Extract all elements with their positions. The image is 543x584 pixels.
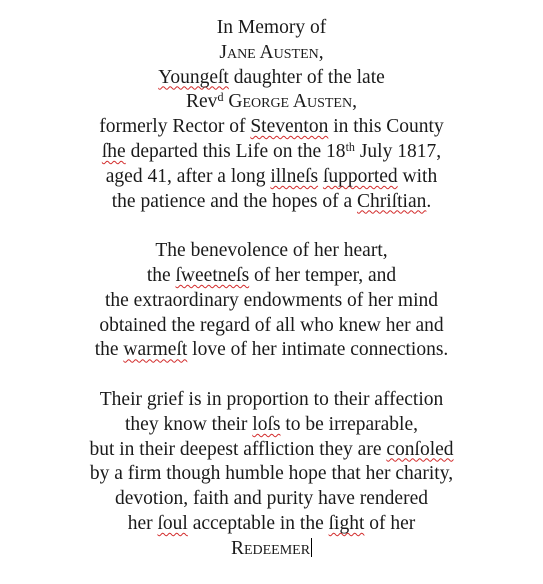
line-text: they know their: [125, 413, 253, 435]
misspelled-word: ſhe: [101, 140, 126, 162]
misspelled-word: Chriſtian: [357, 190, 427, 212]
misspelled-word: loſs: [252, 413, 281, 435]
misspelled-word: Youngeſt: [158, 66, 229, 88]
inscription-line: [0, 90, 543, 115]
inscription-line[interactable]: [0, 537, 543, 562]
line-text: aged 41, after a long: [105, 165, 271, 187]
inscription-line: [0, 413, 543, 438]
line-text: devotion, faith and purity have rendered: [115, 488, 428, 510]
line-text: .: [426, 190, 432, 212]
line-text: In Memory of: [216, 17, 327, 38]
line-text: of her temper, and: [249, 264, 397, 286]
line-text: the patience and the hopes of a: [111, 190, 358, 212]
misspelled-word: Steventon: [250, 116, 329, 138]
misspelled-word: ſweetneſs: [175, 264, 250, 286]
line-text: July 1817,: [354, 140, 442, 162]
inscription-line: [0, 190, 543, 215]
line-text: Their grief is in proportion to their affection: [99, 388, 444, 410]
line-text: acceptable in the: [187, 512, 329, 534]
line-text: of her: [364, 512, 416, 534]
inscription-line: [0, 239, 543, 264]
inscription-line: [0, 41, 543, 66]
inscription-line: [0, 264, 543, 289]
inscription-line: [0, 438, 543, 463]
superscript: d: [217, 90, 224, 105]
line-text: but in their deepest affliction they are: [89, 438, 387, 460]
line-text: departed this Life on the 18: [125, 140, 346, 162]
inscription-line: [0, 314, 543, 339]
line-text: the: [146, 264, 176, 286]
misspelled-word: warmeſt: [123, 339, 188, 361]
inscription-line: [0, 16, 543, 41]
memorial-inscription: [0, 16, 543, 562]
line-text: her: [127, 512, 158, 534]
misspelled-word: ſupported: [322, 165, 398, 187]
misspelled-word: ſight: [328, 512, 365, 534]
inscription-line: [0, 289, 543, 314]
text-cursor: [311, 538, 312, 557]
line-text: in this County: [328, 116, 444, 138]
line-text: with: [397, 165, 438, 187]
inscription-line: [0, 140, 543, 165]
name-jane-austen: Jane Austen,: [219, 41, 324, 63]
inscription-line: [0, 512, 543, 537]
line-text: formerly Rector of: [99, 116, 251, 138]
inscription-line: [0, 66, 543, 91]
line-text: the extraordinary endowments of her mind: [104, 289, 439, 311]
inscription-line: [0, 462, 543, 487]
inscription-line: [0, 487, 543, 512]
line-text: Rev: [186, 91, 218, 113]
stanza-gap: [0, 214, 543, 239]
misspelled-word: illneſs: [270, 165, 319, 187]
line-text: to be irreparable,: [280, 413, 418, 435]
superscript: th: [345, 139, 355, 154]
inscription-line: [0, 338, 543, 363]
line-text: by a firm though humble hope that her charity,: [89, 463, 454, 485]
name-george-austen: George Austen,: [223, 91, 357, 113]
redeemer-word: Redeemer: [230, 537, 311, 559]
inscription-line: [0, 115, 543, 140]
inscription-line: [0, 388, 543, 413]
inscription-line: [0, 165, 543, 190]
line-text: The benevolence of her heart,: [155, 240, 388, 262]
line-text: daughter of the late: [228, 66, 385, 88]
line-text: love of her intimate connections.: [187, 339, 449, 361]
misspelled-word: conſoled: [386, 438, 454, 460]
misspelled-word: ſoul: [157, 512, 188, 534]
line-text: obtained the regard of all who knew her and: [99, 314, 444, 336]
line-text: the: [94, 339, 124, 361]
stanza-gap: [0, 363, 543, 388]
